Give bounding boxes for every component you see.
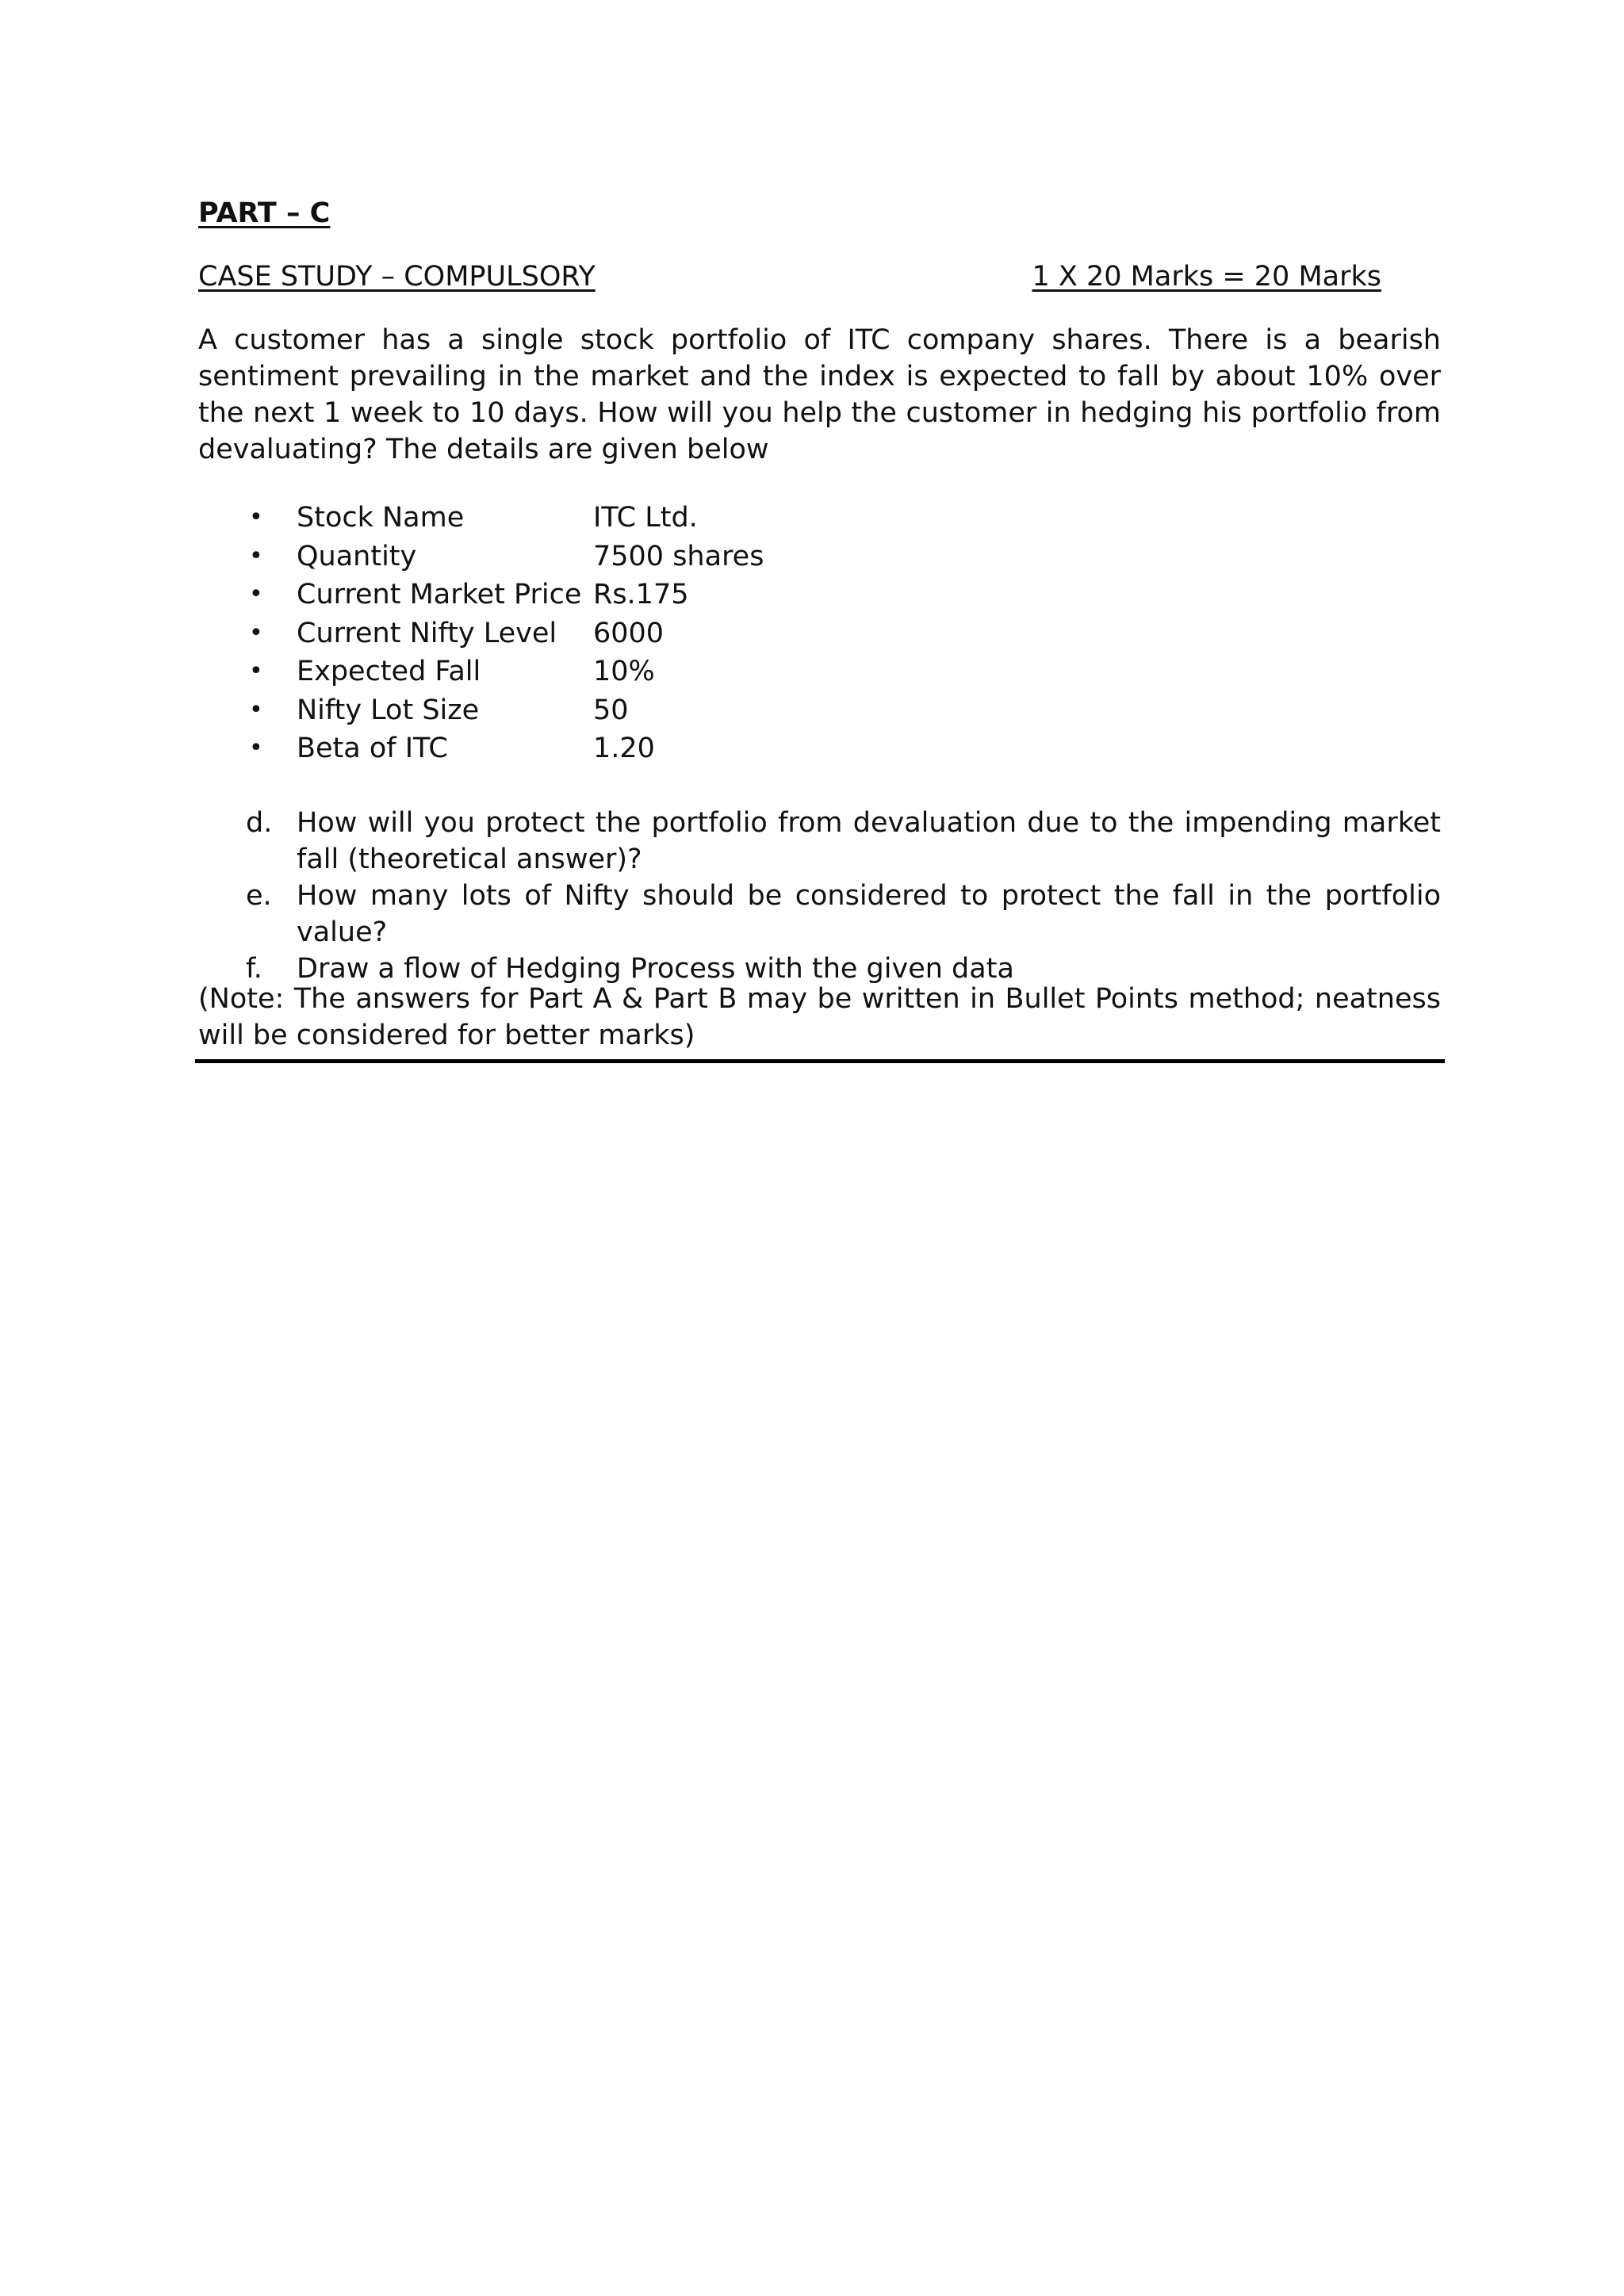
note-paragraph: (Note: The answers for Part A & Part B may be written in Bullet Points method; neatness will be considered for better marks): [198, 983, 1441, 1051]
bullet-icon: •: [249, 695, 263, 724]
bullet-icon: •: [249, 580, 263, 609]
detail-item: [198, 538, 991, 576]
horizontal-rule: [195, 1059, 1445, 1063]
question-text: How many lots of Nifty should be considered to protect the fall in the portfolio value?: [297, 880, 1441, 948]
part-title: PART – C: [198, 197, 331, 229]
detail-label: Beta of ITC: [297, 733, 448, 765]
detail-item: [198, 729, 991, 768]
bullet-icon: •: [249, 734, 263, 763]
detail-item: [198, 576, 991, 614]
detail-value: 10%: [593, 656, 655, 688]
detail-item: [198, 614, 991, 653]
question-item: [198, 878, 1441, 951]
detail-label: Nifty Lot Size: [297, 694, 480, 726]
question-item: [198, 805, 1441, 878]
bullet-icon: •: [249, 657, 263, 686]
case-description: A customer has a single stock portfolio of ITC company shares. There is a bearish sentiment prevailing in the market and the index is expected to fall by about 10% over the next 1 week to 10 days. How will you help the customer in hedging his portfolio from devaluating? The details are given below: [198, 324, 1441, 465]
question-letter: e.: [246, 880, 272, 912]
marks-allocation: 1 X 20 Marks = 20 Marks: [1032, 261, 1381, 293]
detail-item: [198, 652, 991, 691]
bullet-icon: •: [249, 541, 263, 570]
detail-value: 1.20: [593, 733, 655, 765]
case-study-title: CASE STUDY – COMPULSORY: [198, 261, 596, 293]
detail-label: Expected Fall: [297, 656, 481, 688]
details-list: [198, 499, 991, 768]
detail-item: [198, 691, 991, 730]
question-letter: f.: [246, 953, 262, 985]
bullet-icon: •: [249, 503, 263, 532]
detail-value: 6000: [593, 617, 665, 649]
detail-label: Current Market Price: [297, 579, 582, 611]
question-text: How will you protect the portfolio from devaluation due to the impending market fall (theoretical answer)?: [297, 807, 1441, 875]
detail-value: Rs.175: [593, 579, 689, 611]
question-letter: d.: [246, 807, 273, 839]
detail-item: [198, 499, 991, 538]
detail-value: ITC Ltd.: [593, 502, 698, 534]
questions-list: [198, 805, 1441, 987]
detail-label: Stock Name: [297, 502, 465, 534]
detail-label: Current Nifty Level: [297, 617, 557, 649]
question-text: Draw a flow of Hedging Process with the given data: [297, 953, 1014, 985]
detail-label: Quantity: [297, 540, 417, 572]
detail-value: 50: [593, 694, 629, 726]
bullet-icon: •: [249, 618, 263, 647]
detail-value: 7500 shares: [593, 540, 764, 572]
